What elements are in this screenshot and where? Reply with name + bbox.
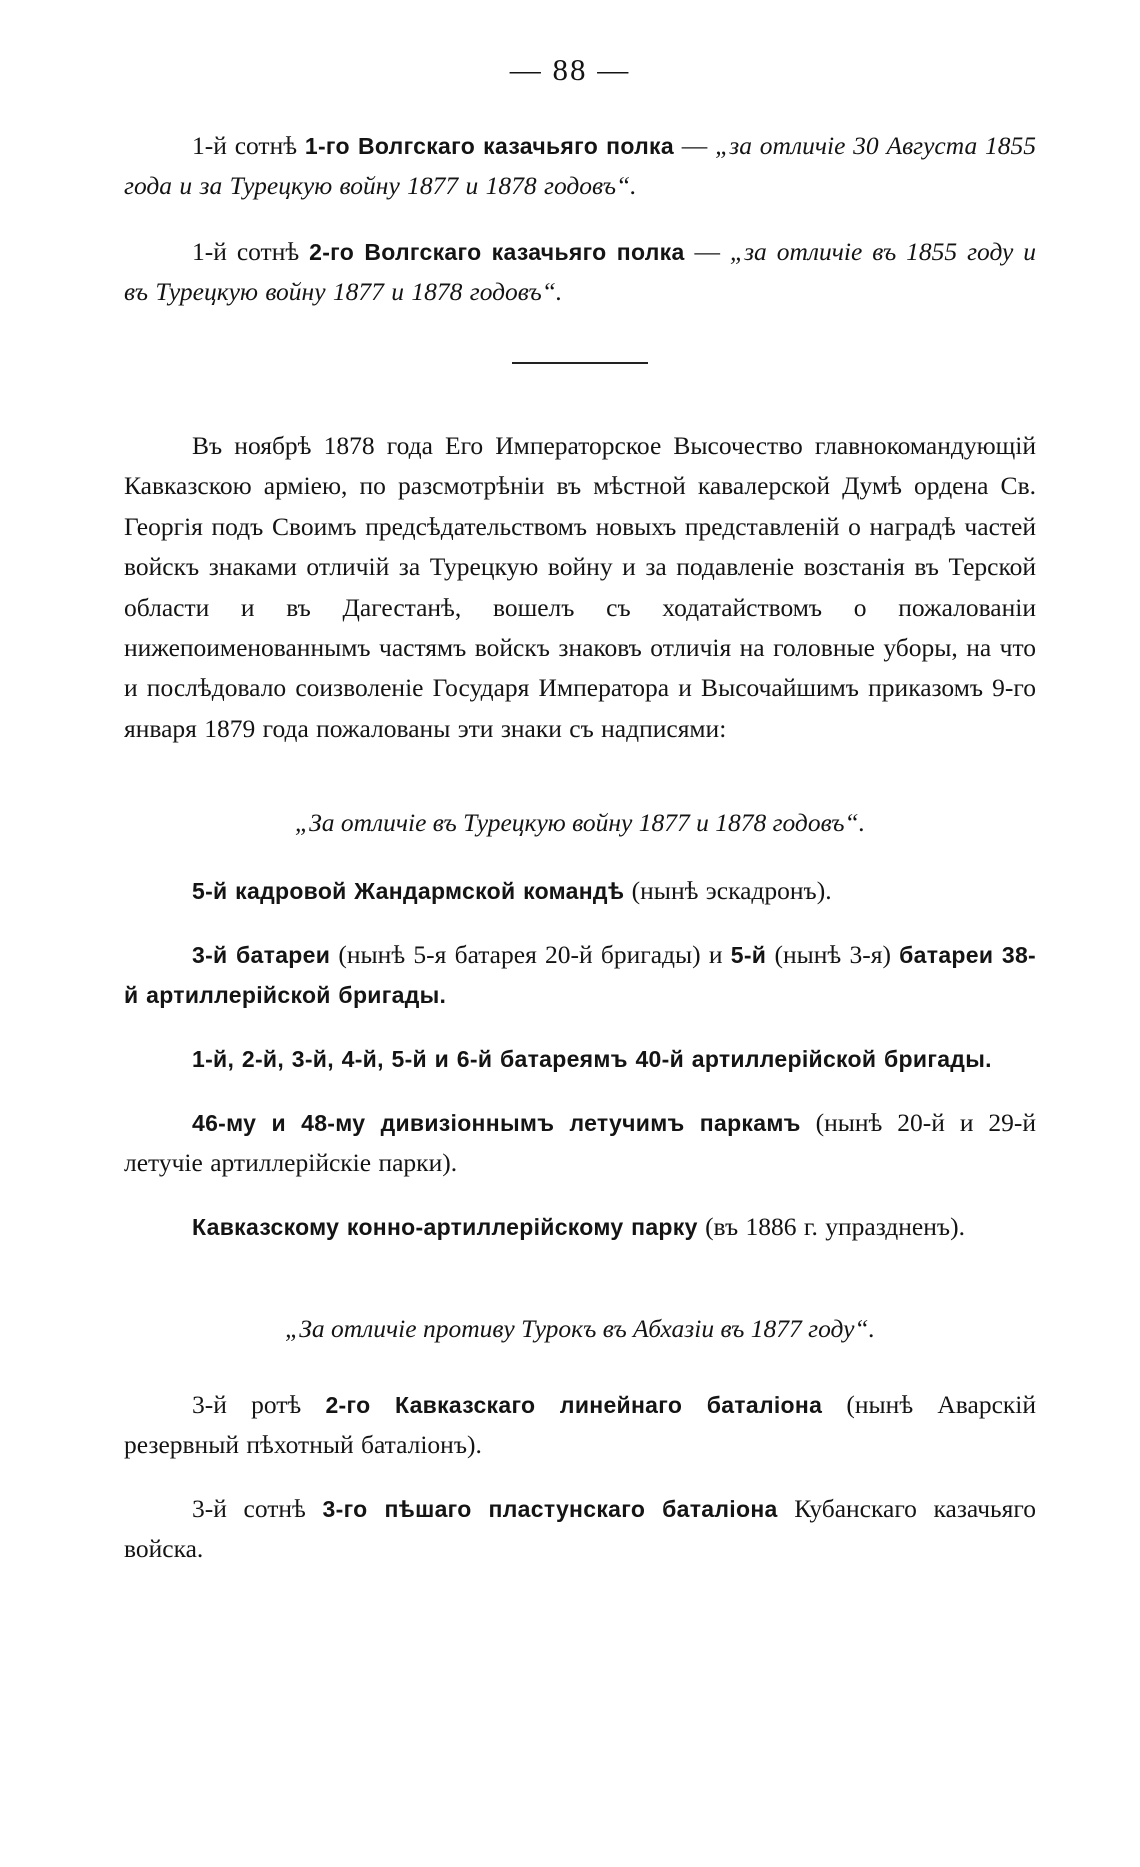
- page-number: — 88 —: [509, 52, 631, 87]
- entry-note: (нынѣ 3-я): [766, 940, 900, 970]
- entry-gendarme-command: [124, 871, 1036, 911]
- main-paragraph: Въ ноябрѣ 1878 года Его Императорское Высочество главнокомандующій Кавказскою арміею, по разсмотрѣніи въ мѣстной кавалерской Думѣ ордена Св. Георгія подъ Своимъ предсѣдательствомъ новыхъ представленій о наградѣ частей войскъ знаками отличій за Турецкую войну и за подавленіе возстанія въ Терской области и въ Дагестанѣ, вошелъ съ ходатайствомъ о пожалованіи нижепоименованнымъ частямъ войскъ знаковъ отличія на головные уборы, на что и послѣдовало соизволеніе Государя Императора и Высочайшимъ приказомъ 9-го января 1879 года пожалованы эти знаки съ надписями:: [124, 431, 1036, 743]
- entry-note: (нынѣ Аварскій резервный пѣхотный баталіонъ).: [124, 1390, 1037, 1460]
- entry-volga-1: [124, 126, 1036, 206]
- motto-abkhazia: „За отличіе противу Турокъ въ Абхазіи въ 1877 году“.: [285, 1314, 875, 1344]
- entry-dash: —: [673, 131, 716, 160]
- unit-name: 1-го Волгскаго казачьяго полка: [304, 133, 674, 159]
- entry-prefix: 1-й сотнѣ: [192, 131, 305, 160]
- motto-turkish-war: „За отличіе въ Турецкую войну 1877 и 1878 годовъ“.: [294, 808, 866, 838]
- award-inscription: „за отличіе 30 Августа 1855 года и за Турецкую войну 1877 и 1878 годовъ“.: [124, 131, 1037, 200]
- unit-name: Кавказскому конно-артиллерійскому парку: [192, 1214, 698, 1241]
- unit-name: 5-й кадровой Жандармской командѣ: [192, 878, 625, 905]
- entry-battery-3-5: [124, 935, 1036, 1015]
- unit-name: 3-го пѣшаго пластунскаго баталіона: [322, 1496, 778, 1523]
- entry-note: (нынѣ 5-я батарея 20-й бригады) и: [330, 940, 731, 970]
- entry-note: Кубанскаго казачьяго войска.: [124, 1494, 1036, 1564]
- page-body: [124, 126, 1036, 1569]
- entry-prefix: 1-й сотнѣ: [192, 237, 310, 266]
- entry-caucasus-park: [124, 1207, 1036, 1247]
- unit-name: 5-й: [730, 942, 767, 969]
- entry-batteries-40: [124, 1039, 1036, 1079]
- entry-note: (нынѣ 20-й и 29-й летучіе артиллерійскіе парки).: [124, 1108, 1037, 1178]
- unit-name: 3-й батареи: [192, 942, 331, 969]
- entry-note: (нынѣ эскадронъ).: [624, 876, 832, 906]
- unit-name: 1-й, 2-й, 3-й, 4-й, 5-й и 6-й батареямъ 40-й артиллерійской бригады.: [192, 1046, 992, 1073]
- unit-name: 2-го Волгскаго казачьяго полка: [309, 239, 685, 265]
- entry-plastun-battalion: [124, 1489, 1036, 1569]
- entry-caucasus-battalion: [124, 1385, 1036, 1465]
- entry-note: (въ 1886 г. упраздненъ).: [697, 1212, 965, 1242]
- entry-prefix: 3-й ротѣ: [192, 1390, 326, 1420]
- unit-name: батареи 38-й артиллерійской бригады.: [124, 942, 1036, 1009]
- entry-prefix: 3-й сотнѣ: [192, 1494, 323, 1524]
- entry-volga-2: [124, 232, 1036, 312]
- entry-dash: —: [684, 237, 730, 266]
- section-divider: [512, 362, 648, 364]
- unit-name: 2-го Кавказскаго линейнаго баталіона: [325, 1392, 823, 1419]
- unit-name: 46-му и 48-му дивизіоннымъ летучимъ паркамъ: [192, 1110, 801, 1137]
- entry-parks-46-48: [124, 1103, 1036, 1183]
- award-inscription: „за отличіе въ 1855 году и въ Турецкую войну 1877 и 1878 годовъ“.: [124, 237, 1036, 306]
